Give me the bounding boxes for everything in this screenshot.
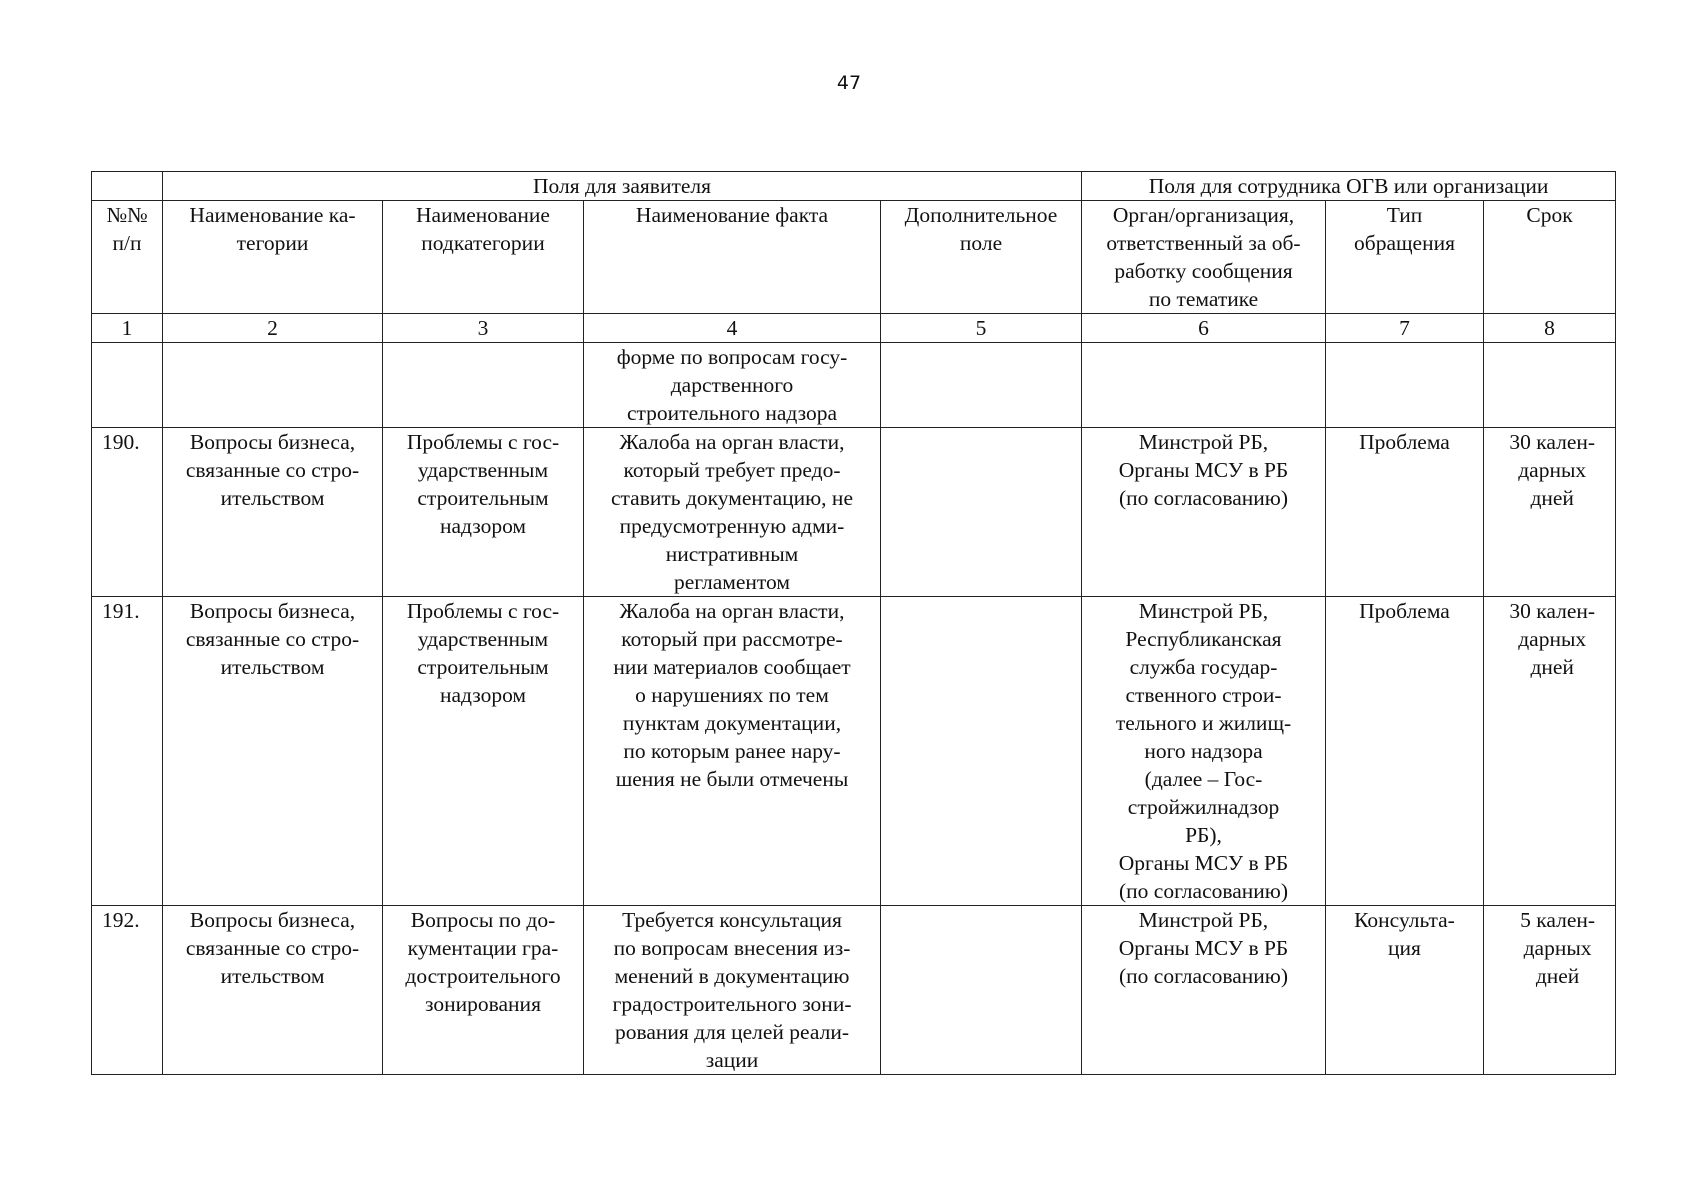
category-cell: Вопросы бизнеса, связанные со стро- ительством — [163, 428, 383, 597]
organ-cell: Минстрой РБ, Республиканская служба государ- ственного строи- тельного и жилищ- ного надзора (далее – Гос- стройжилнадзор РБ), Органы МСУ в РБ (по согласованию) — [1082, 597, 1326, 906]
organ-cell: Минстрой РБ, Органы МСУ в РБ (по согласованию) — [1082, 906, 1326, 1075]
request-type-cell: Проблема — [1326, 597, 1484, 906]
column-number: 7 — [1326, 314, 1484, 343]
table-cell — [881, 343, 1082, 428]
extra-field-cell — [881, 597, 1082, 906]
column-header: Наименование ка- тегории — [163, 201, 383, 314]
column-header: №№ п/п — [92, 201, 163, 314]
column-number: 8 — [1484, 314, 1616, 343]
group-header-empty — [92, 172, 163, 201]
subcategory-cell: Вопросы по до- кументации гра- достроительного зонирования — [383, 906, 584, 1075]
column-header: Дополнительное поле — [881, 201, 1082, 314]
column-number: 1 — [92, 314, 163, 343]
page-number: 47 — [836, 72, 862, 94]
column-number: 6 — [1082, 314, 1326, 343]
term-cell: 5 кален- дарных дней — [1484, 906, 1616, 1075]
table-cell — [383, 343, 584, 428]
column-header: Срок — [1484, 201, 1616, 314]
category-cell: Вопросы бизнеса, связанные со стро- ительством — [163, 906, 383, 1075]
fact-cell: форме по вопросам госу- дарственного строительного надзора — [584, 343, 881, 428]
column-header: Наименование подкатегории — [383, 201, 584, 314]
table-cell — [163, 343, 383, 428]
request-type-cell: Консульта- ция — [1326, 906, 1484, 1075]
request-type-cell: Проблема — [1326, 428, 1484, 597]
category-cell: Вопросы бизнеса, связанные со стро- ительством — [163, 597, 383, 906]
table-row — [92, 597, 1616, 906]
organ-cell: Минстрой РБ, Органы МСУ в РБ (по согласованию) — [1082, 428, 1326, 597]
term-cell: 30 кален- дарных дней — [1484, 428, 1616, 597]
column-number: 4 — [584, 314, 881, 343]
group-header-employee: Поля для сотрудника ОГВ или организации — [1082, 172, 1616, 201]
table-cell — [92, 343, 163, 428]
fact-cell: Жалоба на орган власти, который при рассмотре- нии материалов сообщает о нарушениях по тем пунктам документации, по которым ранее нару- шения не были отмечены — [584, 597, 881, 906]
column-number-row — [92, 314, 1616, 343]
term-cell: 30 кален- дарных дней — [1484, 597, 1616, 906]
table-cell — [1082, 343, 1326, 428]
group-header-applicant: Поля для заявителя — [163, 172, 1082, 201]
column-number: 2 — [163, 314, 383, 343]
topics-table — [91, 171, 1616, 1075]
column-header-row — [92, 201, 1616, 314]
column-number: 3 — [383, 314, 584, 343]
table-cell — [1326, 343, 1484, 428]
column-header: Наименование факта — [584, 201, 881, 314]
column-header: Тип обращения — [1326, 201, 1484, 314]
subcategory-cell: Проблемы с гос- ударственным строительным надзором — [383, 597, 584, 906]
fact-cell: Требуется консультация по вопросам внесения из- менений в документацию градостроительного зони- рования для целей реали- зации — [584, 906, 881, 1075]
table-row — [92, 906, 1616, 1075]
extra-field-cell — [881, 428, 1082, 597]
row-number-cell: 190. — [92, 428, 163, 597]
extra-field-cell — [881, 906, 1082, 1075]
fact-cell: Жалоба на орган власти, который требует предо- ставить документацию, не предусмотренную адми- нистративным регламентом — [584, 428, 881, 597]
column-number: 5 — [881, 314, 1082, 343]
column-header: Орган/организация, ответственный за об- работку сообщения по тематике — [1082, 201, 1326, 314]
continuation-row — [92, 343, 1616, 428]
subcategory-cell: Проблемы с гос- ударственным строительным надзором — [383, 428, 584, 597]
table-cell — [1484, 343, 1616, 428]
row-number-cell: 191. — [92, 597, 163, 906]
table-row — [92, 428, 1616, 597]
row-number-cell: 192. — [92, 906, 163, 1075]
group-header-row — [92, 172, 1616, 201]
